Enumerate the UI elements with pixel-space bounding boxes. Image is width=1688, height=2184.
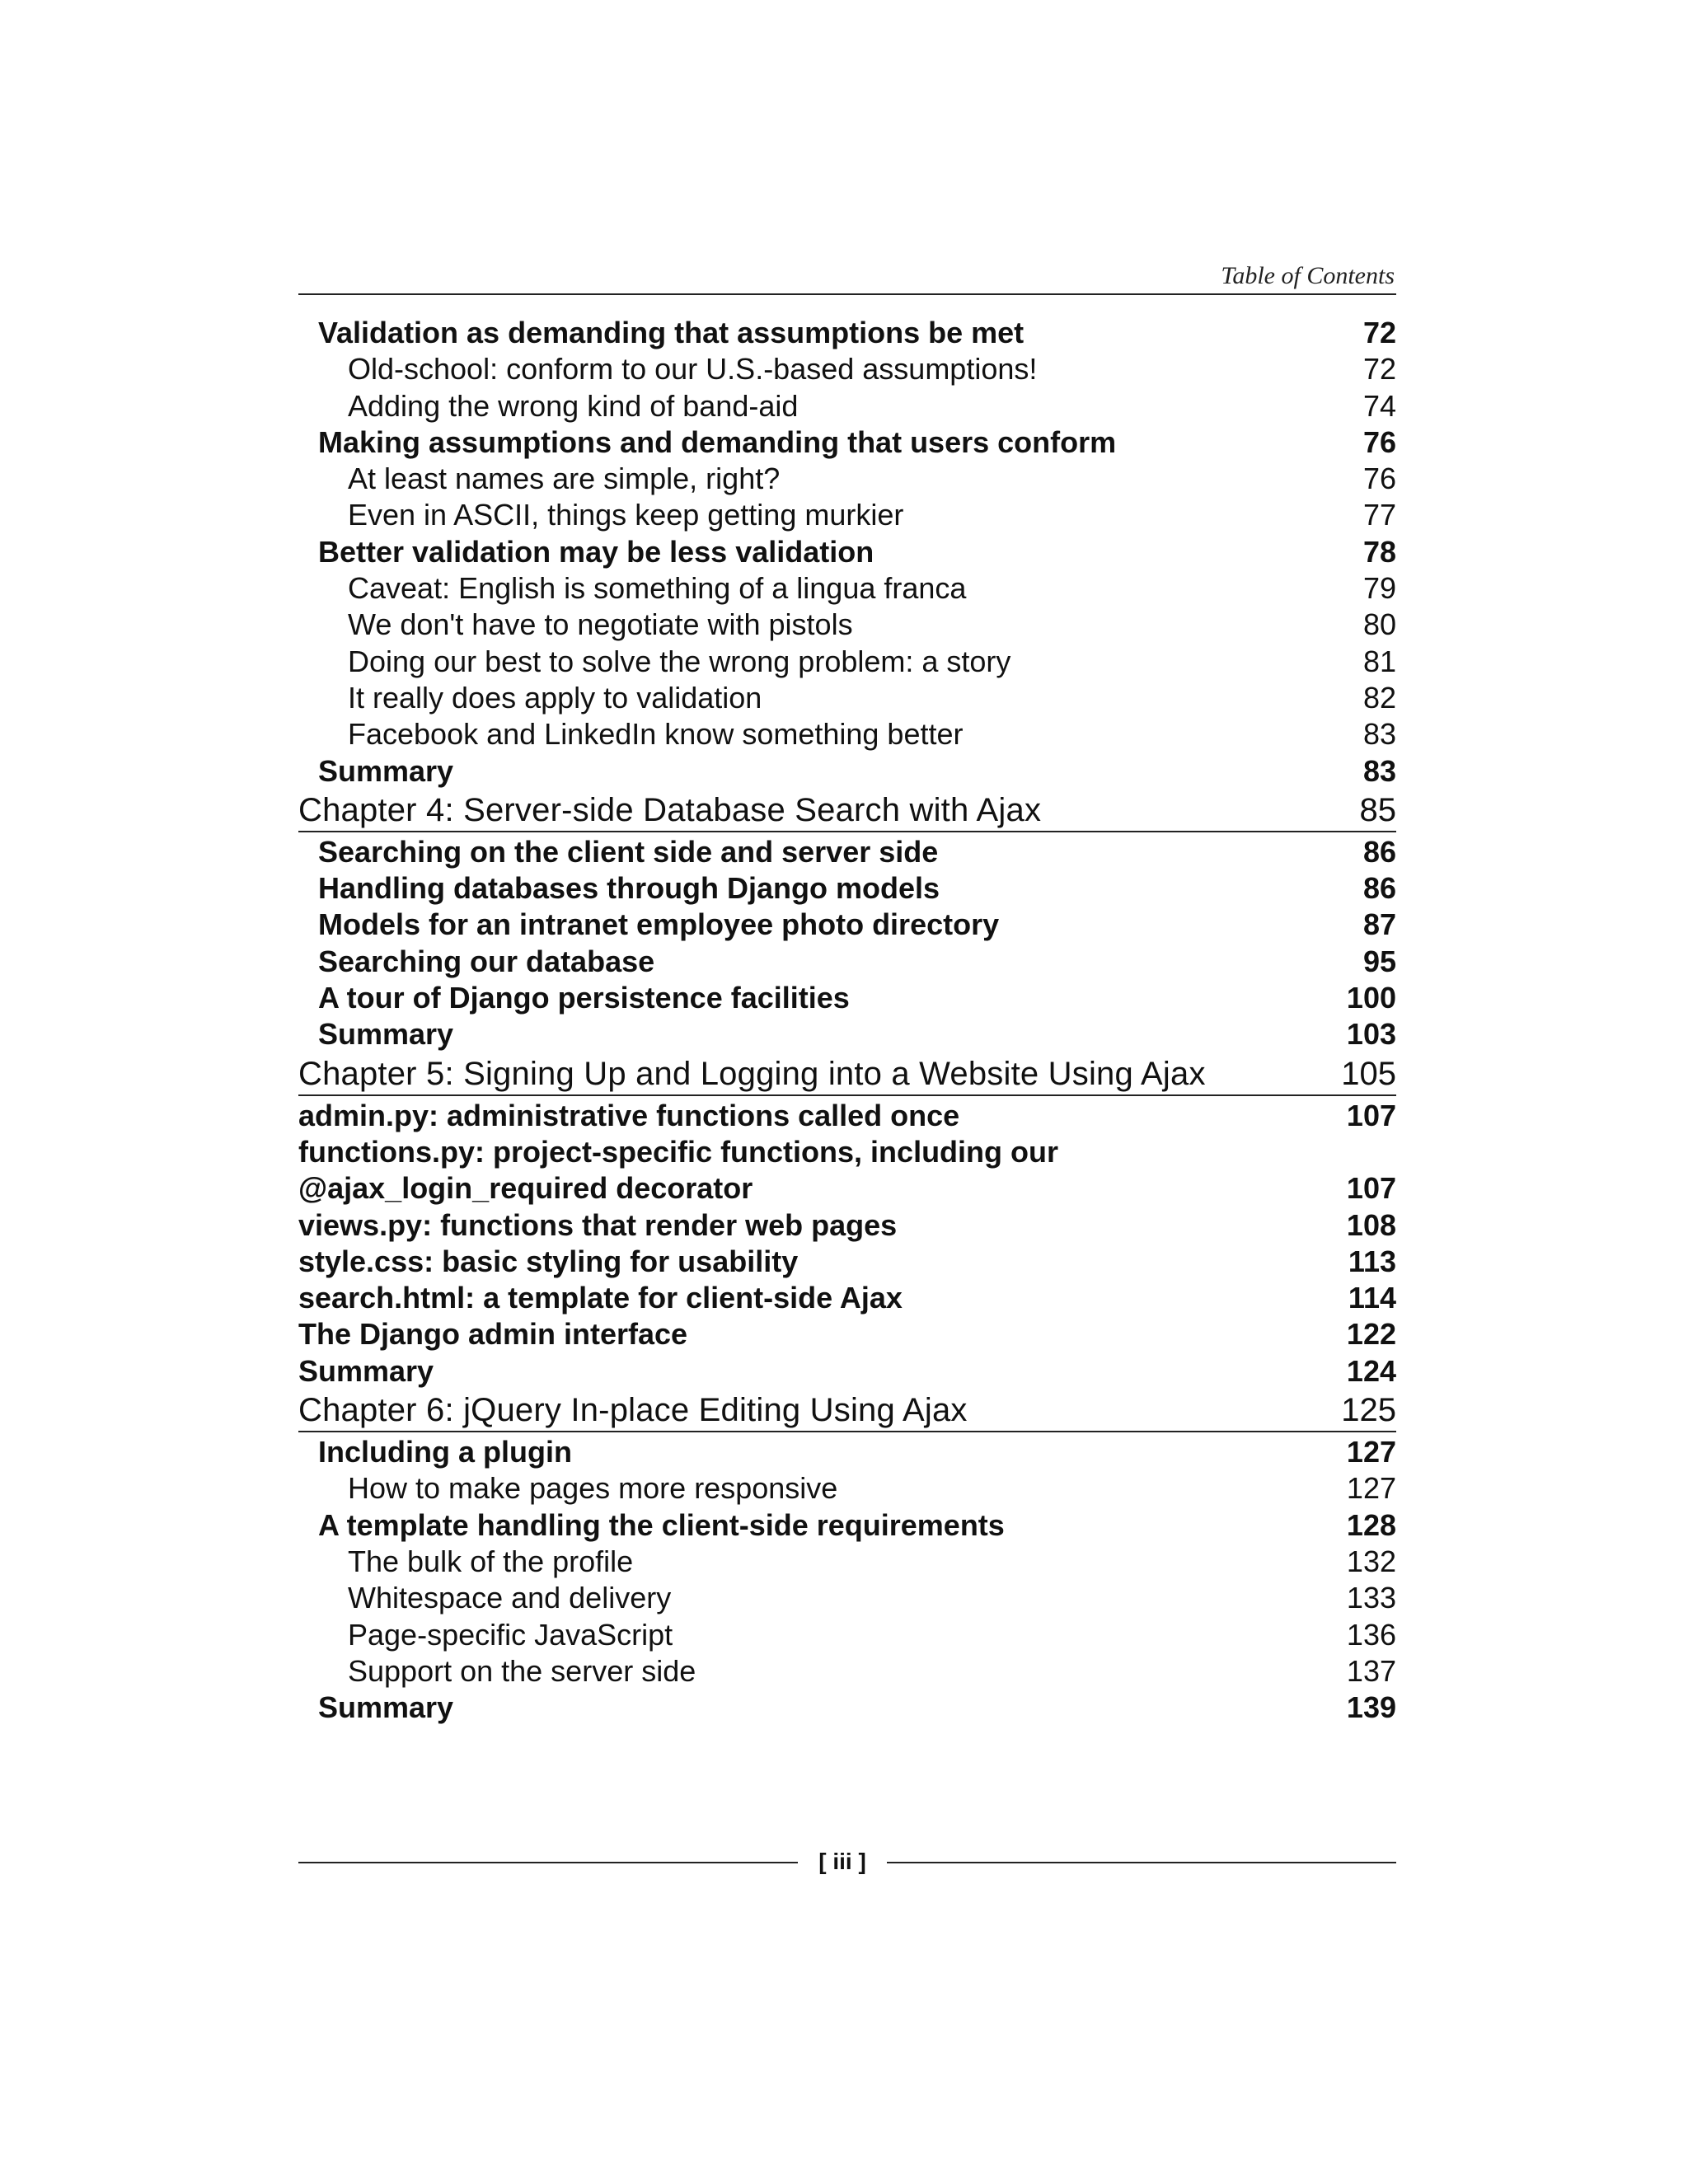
toc-entry-page: 76 bbox=[1362, 424, 1396, 459]
toc-entry-title: functions.py: project-specific functions, including our bbox=[298, 1134, 1059, 1169]
chapter-title: Chapter 4: Server-side Database Search with Ajax bbox=[298, 791, 1042, 828]
toc-entry-title: Even in ASCII, things keep getting murkier bbox=[348, 498, 904, 532]
toc-entry-page: 127 bbox=[1346, 1435, 1396, 1469]
toc-entry-title: Page-specific JavaScript bbox=[348, 1617, 673, 1652]
toc-entry-title: Validation as demanding that assumptions be met bbox=[318, 316, 1025, 349]
toc-entry-page: 122 bbox=[1346, 1317, 1396, 1352]
toc-entry[interactable] bbox=[298, 1244, 1396, 1280]
toc-entry-title: Support on the server side bbox=[348, 1653, 696, 1688]
toc-entry-page: 103 bbox=[1346, 1017, 1396, 1052]
footer-rule-right bbox=[887, 1862, 1396, 1863]
toc-entry[interactable] bbox=[298, 716, 1396, 752]
toc-entry[interactable] bbox=[298, 870, 1396, 907]
toc-entry-page: 72 bbox=[1362, 352, 1396, 387]
toc-entry[interactable] bbox=[298, 570, 1396, 607]
running-title: Table of Contents bbox=[1221, 262, 1395, 289]
toc-entry[interactable] bbox=[298, 644, 1396, 680]
toc-entry-page: 87 bbox=[1362, 907, 1396, 942]
toc-entry[interactable] bbox=[298, 944, 1396, 980]
toc-entry[interactable] bbox=[298, 907, 1396, 943]
toc-entry[interactable] bbox=[298, 1098, 1396, 1134]
toc-entry-page: 136 bbox=[1346, 1617, 1396, 1652]
toc-entry-page: 137 bbox=[1346, 1653, 1396, 1688]
toc-entry-page: 128 bbox=[1346, 1507, 1396, 1542]
toc-entry-page: 77 bbox=[1362, 498, 1396, 532]
toc-entry[interactable] bbox=[298, 1544, 1396, 1580]
toc-entry[interactable] bbox=[298, 1016, 1396, 1052]
toc-entry[interactable] bbox=[298, 1207, 1396, 1244]
toc-entry-title: At least names are simple, right? bbox=[348, 462, 781, 496]
toc-entry-page: 72 bbox=[1362, 316, 1396, 349]
toc-entry-title: The Django admin interface bbox=[298, 1317, 688, 1352]
toc-entry-title: Caveat: English is something of a lingua franca bbox=[348, 571, 967, 606]
toc-entry[interactable] bbox=[298, 1280, 1396, 1316]
toc-entry-title: Including a plugin bbox=[318, 1435, 572, 1469]
toc-chapter-6 bbox=[298, 1390, 1396, 1726]
toc-entry-page: 76 bbox=[1362, 462, 1396, 496]
chapter-heading[interactable] bbox=[298, 1053, 1396, 1096]
toc-entry-page: 83 bbox=[1362, 717, 1396, 752]
toc-entry-page: 81 bbox=[1362, 644, 1396, 678]
toc-entry-title: The bulk of the profile bbox=[348, 1544, 634, 1578]
chapter-page: 105 bbox=[1341, 1055, 1396, 1092]
toc-entry-page: 124 bbox=[1346, 1353, 1396, 1388]
toc-continued-section bbox=[298, 315, 1396, 790]
toc-entry-page: 133 bbox=[1346, 1581, 1396, 1615]
toc-entry-title: Doing our best to solve the wrong problem: a story bbox=[348, 644, 1011, 678]
toc-entry-title: How to make pages more responsive bbox=[348, 1471, 838, 1506]
running-header bbox=[298, 257, 1396, 295]
toc-entry-page: 127 bbox=[1346, 1471, 1396, 1506]
toc-entry[interactable] bbox=[298, 607, 1396, 643]
toc-entry-title: Facebook and LinkedIn know something better bbox=[348, 717, 964, 752]
toc-entry-title: Better validation may be less validation bbox=[318, 534, 874, 569]
toc-entry-title: Whitespace and delivery bbox=[348, 1581, 672, 1615]
toc-entry-page: 100 bbox=[1346, 981, 1396, 1015]
toc-entry-title: views.py: functions that render web pages bbox=[298, 1207, 898, 1242]
toc-entry-page: 107 bbox=[1346, 1098, 1396, 1132]
toc-entry-page: 113 bbox=[1348, 1244, 1396, 1278]
toc-entry-title: Handling databases through Django models bbox=[318, 871, 940, 906]
toc-entry-title: admin.py: administrative functions called once bbox=[298, 1098, 960, 1132]
chapter-heading[interactable] bbox=[298, 790, 1396, 832]
chapter-title: Chapter 6: jQuery In-place Editing Using Ajax bbox=[298, 1392, 968, 1429]
toc-entry[interactable] bbox=[298, 315, 1396, 351]
toc-entry-page: 86 bbox=[1362, 834, 1396, 869]
toc-entry-title: Old-school: conform to our U.S.-based assumptions! bbox=[348, 352, 1038, 387]
toc-chapter-5 bbox=[298, 1053, 1396, 1390]
toc-entry-title: A tour of Django persistence facilities bbox=[318, 981, 850, 1015]
toc-entry-title: We don't have to negotiate with pistols bbox=[348, 607, 853, 642]
page-footer bbox=[298, 1838, 1396, 1887]
toc-entry-page: 139 bbox=[1346, 1690, 1396, 1725]
chapter-page: 85 bbox=[1359, 791, 1396, 828]
toc-entry[interactable] bbox=[298, 1470, 1396, 1507]
toc-entry-title: @ajax_login_required decorator bbox=[298, 1171, 753, 1206]
footer-rule-left bbox=[298, 1862, 798, 1863]
chapter-page: 125 bbox=[1341, 1392, 1396, 1429]
toc-entry-page: 114 bbox=[1348, 1281, 1396, 1315]
toc-entry[interactable] bbox=[298, 1507, 1396, 1544]
toc-entry-page: 83 bbox=[1362, 753, 1396, 788]
toc-entry-title: A template handling the client-side requirements bbox=[318, 1507, 1005, 1542]
toc-entry-page: 108 bbox=[1346, 1207, 1396, 1242]
toc-entry-page: 74 bbox=[1362, 388, 1396, 423]
chapter-heading[interactable] bbox=[298, 1390, 1396, 1432]
toc-entry[interactable] bbox=[298, 497, 1396, 533]
toc-entry-page: 86 bbox=[1362, 871, 1396, 906]
toc-entry-title: It really does apply to validation bbox=[348, 680, 762, 715]
toc-entry-page: 79 bbox=[1362, 571, 1396, 606]
page-number: [ iii ] bbox=[818, 1849, 866, 1874]
toc-entry-page: 80 bbox=[1362, 607, 1396, 642]
toc-entry[interactable] bbox=[298, 1316, 1396, 1352]
toc-entry-title: style.css: basic styling for usability bbox=[298, 1244, 799, 1278]
toc-entry-title: Making assumptions and demanding that users conform bbox=[318, 424, 1117, 459]
toc-entry-title: Summary bbox=[318, 1017, 454, 1052]
toc-entry-title: Summary bbox=[298, 1353, 434, 1388]
toc-entry-title: Models for an intranet employee photo directory bbox=[318, 907, 1000, 942]
toc-entry[interactable] bbox=[298, 1580, 1396, 1616]
table-of-contents bbox=[298, 315, 1396, 1726]
toc-chapter-4 bbox=[298, 790, 1396, 1053]
toc-entry-page: 82 bbox=[1362, 680, 1396, 715]
toc-entry-page: 107 bbox=[1346, 1171, 1396, 1206]
toc-entry[interactable] bbox=[298, 388, 1396, 424]
toc-entry[interactable] bbox=[298, 1617, 1396, 1653]
toc-entry[interactable] bbox=[298, 834, 1396, 870]
toc-entry[interactable] bbox=[298, 534, 1396, 570]
toc-entry[interactable] bbox=[298, 1134, 1396, 1170]
toc-entry[interactable] bbox=[298, 1353, 1396, 1390]
toc-entry[interactable] bbox=[298, 461, 1396, 497]
toc-entry[interactable] bbox=[298, 1170, 1396, 1207]
chapter-title: Chapter 5: Signing Up and Logging into a Website Using Ajax bbox=[298, 1055, 1206, 1092]
toc-entry[interactable] bbox=[298, 424, 1396, 461]
toc-entry-title: Summary bbox=[318, 1690, 454, 1725]
toc-entry[interactable] bbox=[298, 351, 1396, 387]
toc-entry-page: 132 bbox=[1346, 1544, 1396, 1578]
toc-entry-page: 78 bbox=[1362, 534, 1396, 569]
toc-entry[interactable] bbox=[298, 980, 1396, 1016]
toc-entry[interactable] bbox=[298, 1653, 1396, 1690]
toc-entry-title: Searching our database bbox=[318, 944, 655, 978]
toc-entry[interactable] bbox=[298, 1434, 1396, 1470]
toc-entry-title: search.html: a template for client-side Ajax bbox=[298, 1281, 903, 1315]
toc-entry[interactable] bbox=[298, 1690, 1396, 1726]
toc-entry[interactable] bbox=[298, 680, 1396, 716]
toc-entry-title: Adding the wrong kind of band-aid bbox=[348, 388, 799, 423]
toc-entry-title: Searching on the client side and server side bbox=[318, 834, 939, 869]
toc-entry-page: 95 bbox=[1362, 944, 1396, 978]
toc-entry[interactable] bbox=[298, 753, 1396, 790]
toc-entry-title: Summary bbox=[318, 753, 454, 788]
